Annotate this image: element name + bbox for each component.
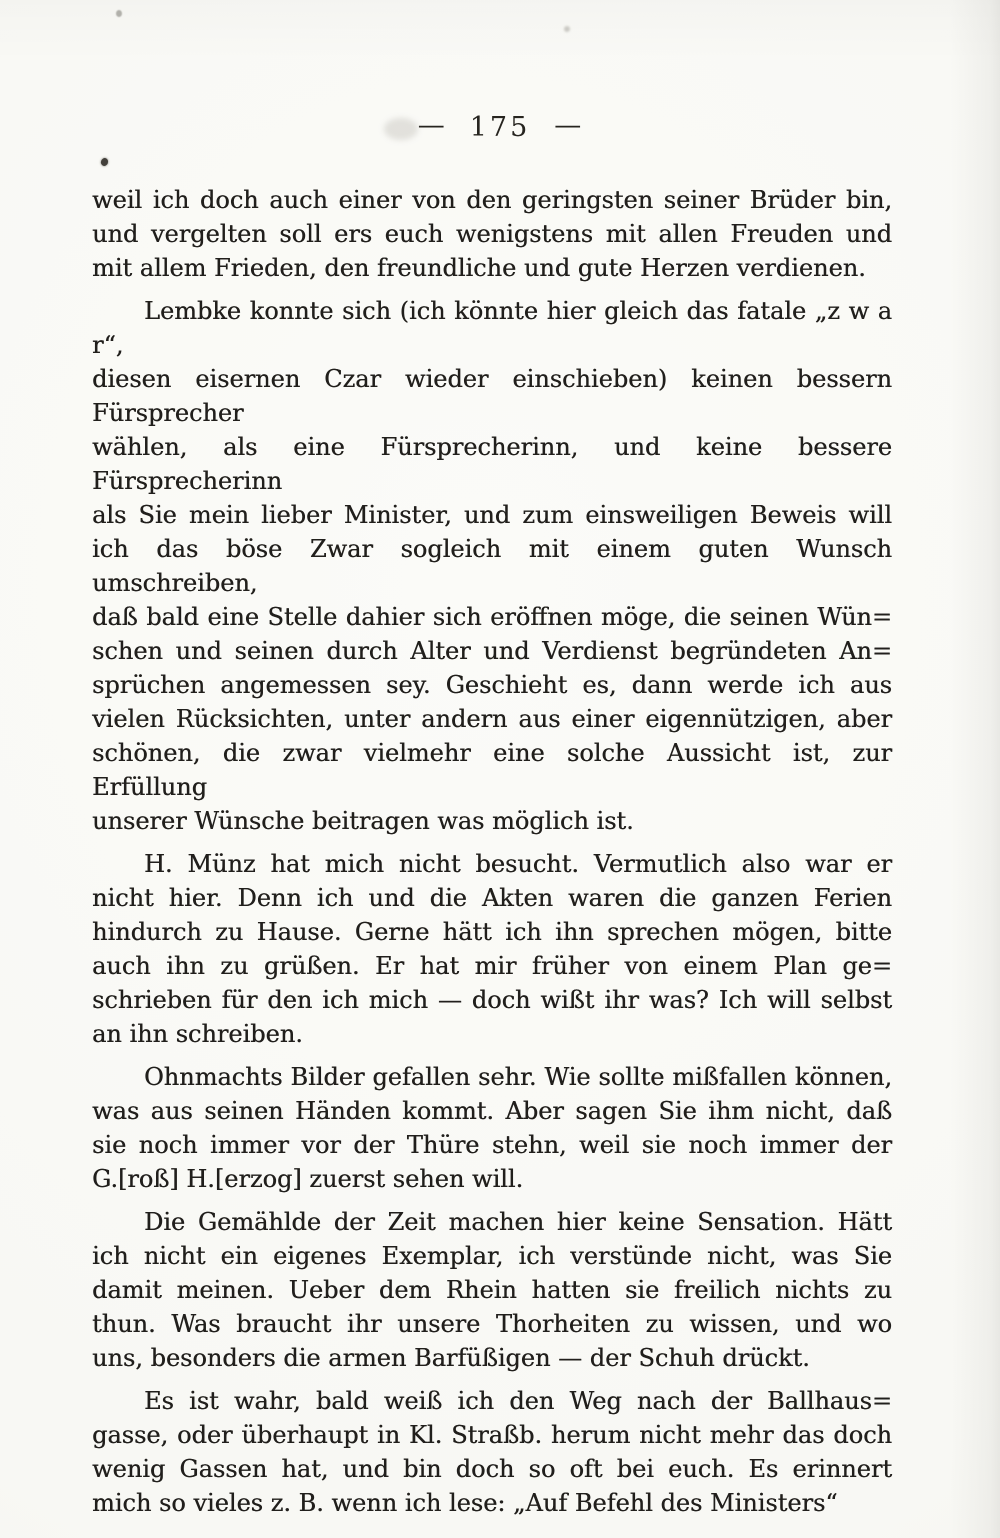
header-dash-left: —	[417, 110, 446, 141]
text-line: G.[roß] H.[erzog] zuerst sehen will.	[92, 1165, 524, 1193]
text-line: unserer Wünsche beitragen was möglich ist.	[92, 807, 634, 835]
text-line: ich nicht ein eigenes Exemplar, ich verstünde nicht, was Sie	[92, 1242, 892, 1270]
paragraph	[92, 294, 892, 838]
text-line: ich das böse Zwar sogleich mit einem guten Wunsch umschreiben,	[92, 535, 892, 597]
text-line: sprüchen angemessen sey. Geschieht es, dann werde ich aus	[92, 671, 892, 699]
ink-speck	[564, 26, 570, 32]
text-line: wenig Gassen hat, und bin doch so oft bei euch. Es erinnert	[92, 1455, 892, 1483]
text-line: sie noch immer vor der Thüre stehn, weil sie noch immer der	[92, 1131, 892, 1159]
ink-speck	[116, 10, 122, 17]
text-line: auch ihn zu grüßen. Er hat mir früher von einem Plan ge=	[92, 952, 892, 980]
text-line: wählen, als eine Fürsprecherinn, und keine bessere Fürsprecherinn	[92, 433, 892, 495]
text-line: Die Gemählde der Zeit machen hier keine Sensation. Hätt	[144, 1208, 892, 1236]
page-number: 175	[469, 112, 531, 143]
text-line: was aus seinen Händen kommt. Aber sagen Sie ihm nicht, daß	[92, 1097, 892, 1125]
text-line: diesen eisernen Czar wieder einschieben) keinen bessern Fürsprecher	[92, 365, 892, 427]
text-line: uns, besonders die armen Barfüßigen — der Schuh drückt.	[92, 1344, 810, 1372]
page-header	[0, 112, 1000, 143]
text-line: schrieben für den ich mich — doch wißt ihr was? Ich will selbst	[92, 986, 892, 1014]
text-line: schen und seinen durch Alter und Verdienst begründeten An=	[92, 637, 892, 665]
text-line: hindurch zu Hause. Gerne hätt ich ihn sprechen mögen, bitte	[92, 918, 892, 946]
ink-speck	[100, 157, 109, 167]
text-line: weil ich doch auch einer von den geringsten seiner Brüder bin,	[92, 186, 892, 214]
text-line: daß bald eine Stelle dahier sich eröffnen möge, die seinen Wün=	[92, 603, 892, 631]
text-block	[92, 183, 892, 1520]
paragraph	[92, 1384, 892, 1520]
text-line: an ihn schreiben.	[92, 1020, 303, 1048]
header-dash-right: —	[554, 110, 583, 141]
text-line: damit meinen. Ueber dem Rhein hatten sie freilich nichts zu	[92, 1276, 892, 1304]
text-line: gasse, oder überhaupt in Kl. Straßb. herum nicht mehr das doch	[92, 1421, 892, 1449]
text-line: H. Münz hat mich nicht besucht. Vermutlich also war er	[144, 850, 892, 878]
text-line: und vergelten soll ers euch wenigstens mit allen Freuden und	[92, 220, 892, 248]
text-line: Ohnmachts Bilder gefallen sehr. Wie sollte mißfallen können,	[144, 1063, 892, 1091]
text-line: Lembke konnte sich (ich könnte hier gleich das fatale „z w a r“,	[92, 297, 892, 359]
text-line: als Sie mein lieber Minister, und zum einsweiligen Beweis will	[92, 501, 892, 529]
paragraph	[92, 1060, 892, 1196]
paragraph	[92, 183, 892, 285]
text-line: mit allem Frieden, den freundliche und gute Herzen verdienen.	[92, 254, 866, 282]
text-line: vielen Rücksichten, unter andern aus einer eigennützigen, aber	[92, 705, 892, 733]
text-line: nicht hier. Denn ich und die Akten waren die ganzen Ferien	[92, 884, 892, 912]
text-line: schönen, die zwar vielmehr eine solche Aussicht ist, zur Erfüllung	[92, 739, 892, 801]
paragraph	[92, 1205, 892, 1375]
paragraph	[92, 847, 892, 1051]
text-line: Es ist wahr, bald weiß ich den Weg nach der Ballhaus=	[144, 1387, 892, 1415]
text-line: mich so vieles z. B. wenn ich lese: „Auf Befehl des Ministers“	[92, 1489, 838, 1517]
text-line: thun. Was braucht ihr unsere Thorheiten zu wissen, und wo	[92, 1310, 892, 1338]
